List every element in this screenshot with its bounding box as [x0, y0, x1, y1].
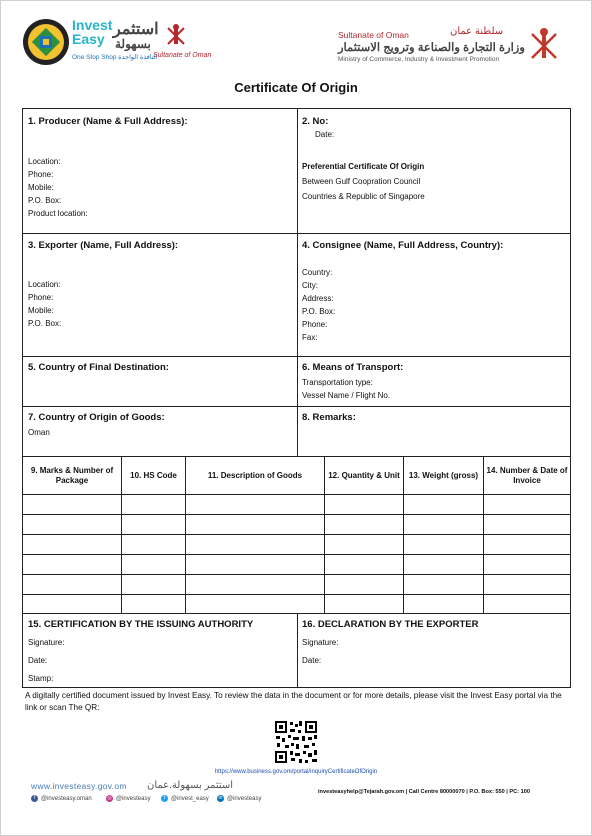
- producer-location: Location:: [28, 157, 61, 166]
- col-invoice-header: 14. Number & Date of Invoice: [486, 465, 568, 485]
- facebook-icon: f: [31, 795, 38, 802]
- country-of-origin-value: Oman: [28, 428, 50, 437]
- twitter-icon: t: [161, 795, 168, 802]
- declaration-signature: Signature:: [302, 638, 339, 647]
- website-url-arabic: استثمر بسهولة.عمان: [147, 780, 234, 791]
- preferential-line-2: Between Gulf Coopration Council: [302, 177, 421, 186]
- invest-easy-logo-icon: [22, 18, 70, 66]
- sultanate-of-oman-small: Sultanate of Oman: [153, 52, 212, 59]
- twitter-handle-label: @invest_easy: [171, 795, 209, 802]
- consignee-phone: Phone:: [302, 320, 328, 329]
- exporter-location: Location:: [28, 280, 61, 289]
- ministry-sultanate-ar: سلطنة عمان: [450, 26, 504, 37]
- linkedin-icon: in: [218, 795, 223, 801]
- exporter-phone: Phone:: [28, 293, 54, 302]
- consignee-country: Country:: [302, 268, 333, 277]
- transport-type: Transportation type:: [302, 378, 373, 387]
- ministry-sultanate-en: Sultanate of Oman: [338, 30, 409, 40]
- country-of-origin-label: 7. Country of Origin of Goods:: [28, 412, 165, 423]
- preferential-line-3: Countries & Republic of Singapore: [302, 192, 425, 201]
- consignee-fax: Fax:: [302, 333, 318, 342]
- contact-info: investeasyhelp@Tejarah.gov.om | Call Centre 80000070 | P.O. Box: 550 | PC: 100: [318, 789, 530, 795]
- goods-row-divider: [22, 514, 571, 515]
- transport-vessel: Vessel Name / Flight No.: [302, 391, 391, 400]
- twitter-handle[interactable]: [161, 795, 209, 802]
- consignee-box[interactable]: [297, 233, 571, 357]
- certification-label: 15. CERTIFICATION BY THE ISSUING AUTHORITY: [28, 619, 254, 630]
- instagram-icon: ◎: [107, 795, 112, 801]
- col-quantity-header: 12. Quantity & Unit: [328, 470, 400, 480]
- remarks-label: 8. Remarks:: [302, 412, 356, 423]
- producer-po-box: P.O. Box:: [28, 196, 62, 205]
- producer-product-location: Product location:: [28, 209, 88, 218]
- exporter-po-box: P.O. Box:: [28, 319, 62, 328]
- exporter-mobile: Mobile:: [28, 306, 54, 315]
- consignee-address: Address:: [302, 294, 334, 303]
- declaration-label: 16. DECLARATION BY THE EXPORTER: [302, 619, 479, 630]
- one-stop-shop-tagline: One Stop Shop النافذة الواحدة: [72, 54, 158, 61]
- oman-khanjar-emblem-icon: [524, 26, 564, 66]
- exporter-box[interactable]: [22, 233, 298, 357]
- preferential-line-1: Preferential Certificate Of Origin: [302, 162, 425, 171]
- goods-row-divider: [22, 534, 571, 535]
- ministry-name-en: Ministry of Commerce, Industry & Investment Promotion: [338, 56, 500, 63]
- goods-row-divider: [22, 554, 571, 555]
- goods-row-divider: [22, 594, 571, 595]
- invest-easy-wordmark-2: Easy: [72, 31, 105, 47]
- facebook-handle[interactable]: [31, 795, 92, 802]
- invest-easy-arabic-2: بسهولة: [115, 37, 151, 51]
- col-weight-header: 13. Weight (gross): [408, 470, 479, 480]
- invest-easy-arabic: استثمر: [113, 21, 159, 38]
- goods-row-divider: [22, 574, 571, 575]
- consignee-city: City:: [302, 281, 318, 290]
- producer-mobile: Mobile:: [28, 183, 54, 192]
- certificate-no-label: 2. No:: [302, 116, 329, 127]
- certification-stamp: Stamp:: [28, 674, 54, 683]
- instagram-handle-label: @investeasy: [116, 795, 151, 802]
- col-hs-code-header: 10. HS Code: [130, 470, 177, 480]
- qr-code-icon[interactable]: [274, 720, 318, 764]
- declaration-date: Date:: [302, 656, 322, 665]
- certificate-date: Date:: [315, 130, 335, 139]
- exporter-label: 3. Exporter (Name, Full Address):: [28, 240, 179, 251]
- facebook-handle-label: @investeasy.oman: [41, 795, 92, 802]
- col-description-header: 11. Description of Goods: [207, 470, 303, 480]
- invest-easy-wordmark: Invest: [72, 17, 113, 33]
- certificate-no-box[interactable]: [297, 108, 571, 234]
- linkedin-handle-label: @investeasy: [227, 795, 262, 802]
- linkedin-handle[interactable]: [217, 795, 261, 802]
- final-destination-label: 5. Country of Final Destination:: [28, 362, 169, 373]
- producer-phone: Phone:: [28, 170, 54, 179]
- consignee-po-box: P.O. Box:: [302, 307, 336, 316]
- ministry-name-ar: وزارة التجارة والصناعة وترويج الاستثمار: [338, 42, 525, 54]
- certification-date: Date:: [28, 656, 48, 665]
- instagram-handle[interactable]: [106, 795, 150, 802]
- consignee-label: 4. Consignee (Name, Full Address, Country):: [302, 240, 504, 251]
- oman-emblem-icon: [162, 22, 190, 50]
- certification-signature: Signature:: [28, 638, 65, 647]
- inquiry-link[interactable]: https://www.business.gov.om/portal/inquiryCertificateOfOrigin: [214, 769, 378, 775]
- goods-row-divider: [22, 494, 571, 495]
- document-header: [0, 0, 592, 80]
- website-url[interactable]: www.investeasy.gov.om: [31, 781, 127, 791]
- document-title: Certificate Of Origin: [234, 80, 358, 95]
- col-marks-header: 9. Marks & Number of Package: [30, 465, 114, 485]
- digital-certificate-note: A digitally certified document issued by Invest Easy. To review the data in the document or for more details, please visit the Invest Easy portal via the link or scan The QR:: [25, 691, 562, 712]
- transport-label: 6. Means of Transport:: [302, 362, 404, 373]
- producer-label: 1. Producer (Name & Full Address):: [28, 116, 188, 127]
